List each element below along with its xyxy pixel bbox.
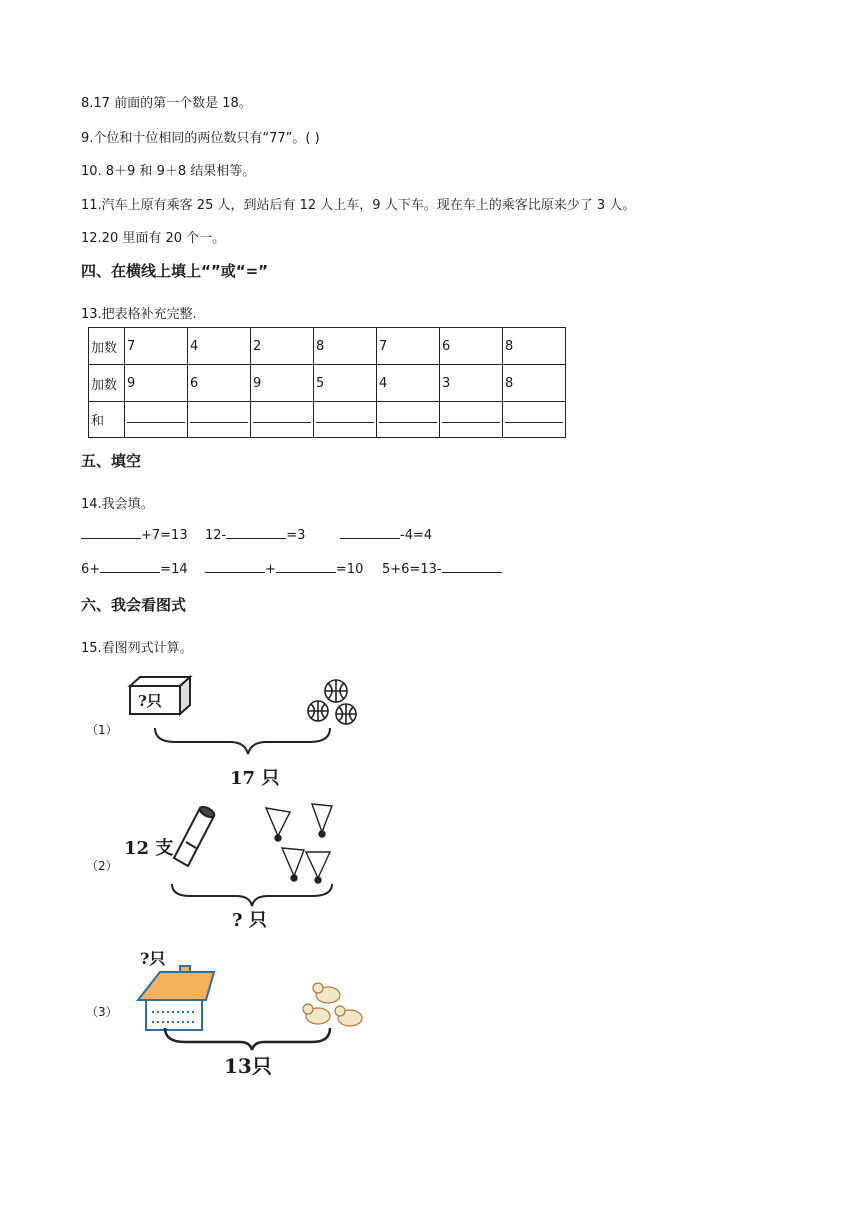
- section-6-heading: 六、我会看图式: [81, 596, 187, 614]
- box-text: ?只: [138, 692, 162, 710]
- shuttlecock-tube-icon: [174, 805, 216, 866]
- fill-equation: + =10: [205, 562, 363, 577]
- brace-icon: [172, 884, 332, 906]
- table-cell: 4: [377, 365, 440, 402]
- question-8: 8.17 前面的第一个数是 18。: [81, 96, 252, 111]
- brace-icon: [165, 1028, 330, 1050]
- figure-2-left-text: 12 支: [124, 838, 174, 859]
- section-5-heading: 五、填空: [81, 452, 142, 470]
- section-4-heading: 四、在横线上填上“”或“=”: [81, 262, 269, 280]
- question-13: 13.把表格补充完整.: [81, 307, 197, 322]
- fill-equation: 12- =3: [205, 528, 306, 543]
- question-12: 12.20 里面有 20 个一。: [81, 231, 226, 246]
- table-cell: 6: [188, 365, 251, 402]
- table-cell: 3: [440, 365, 503, 402]
- figure-3-total: 13只: [224, 1054, 272, 1078]
- table-cell: 8: [503, 365, 566, 402]
- fill-equation: -4=4: [340, 528, 432, 543]
- basketball-icon: [308, 680, 356, 724]
- figure-1-label: （1）: [86, 723, 118, 737]
- table-cell: 8: [314, 328, 377, 365]
- row-label: 和: [89, 402, 125, 438]
- table-cell: 5: [314, 365, 377, 402]
- row-label: 加数: [89, 328, 125, 365]
- question-9: 9.个位和十位相同的两位数只有“77”。( ): [81, 131, 320, 146]
- row-label: 加数: [89, 365, 125, 402]
- table-cell: 8: [503, 328, 566, 365]
- house-icon: [138, 966, 214, 1030]
- table-cell: 9: [125, 365, 188, 402]
- chicken-icon: [303, 983, 362, 1026]
- figure-1-total: 17 只: [230, 768, 280, 789]
- table-cell: 7: [125, 328, 188, 365]
- table-cell: 9: [251, 365, 314, 402]
- fill-equation: +7=13: [81, 528, 188, 543]
- figure-3-label: （3）: [86, 1005, 118, 1019]
- brace-icon: [155, 728, 330, 754]
- figure-3-top-text: ?只: [140, 949, 166, 968]
- table-cell: 2: [251, 328, 314, 365]
- question-14: 14.我会填。: [81, 497, 154, 512]
- question-10: 10. 8＋9 和 9＋8 结果相等。: [81, 164, 256, 179]
- table-cell: 6: [440, 328, 503, 365]
- question-15: 15.看图列式计算。: [81, 641, 193, 656]
- figure-2-label: （2）: [86, 859, 118, 873]
- table-cell: 4: [188, 328, 251, 365]
- figure-2-total: ? 只: [232, 910, 267, 931]
- fill-equation: 6+ =14: [81, 562, 188, 577]
- fill-equation: 5+6=13-: [382, 562, 502, 577]
- shuttlecock-icon: [266, 804, 332, 883]
- question-11: 11.汽车上原有乘客 25 人，到站后有 12 人上车，9 人下车。现在车上的乘客比原来少了 3 人。: [81, 198, 636, 213]
- table-cell: 7: [377, 328, 440, 365]
